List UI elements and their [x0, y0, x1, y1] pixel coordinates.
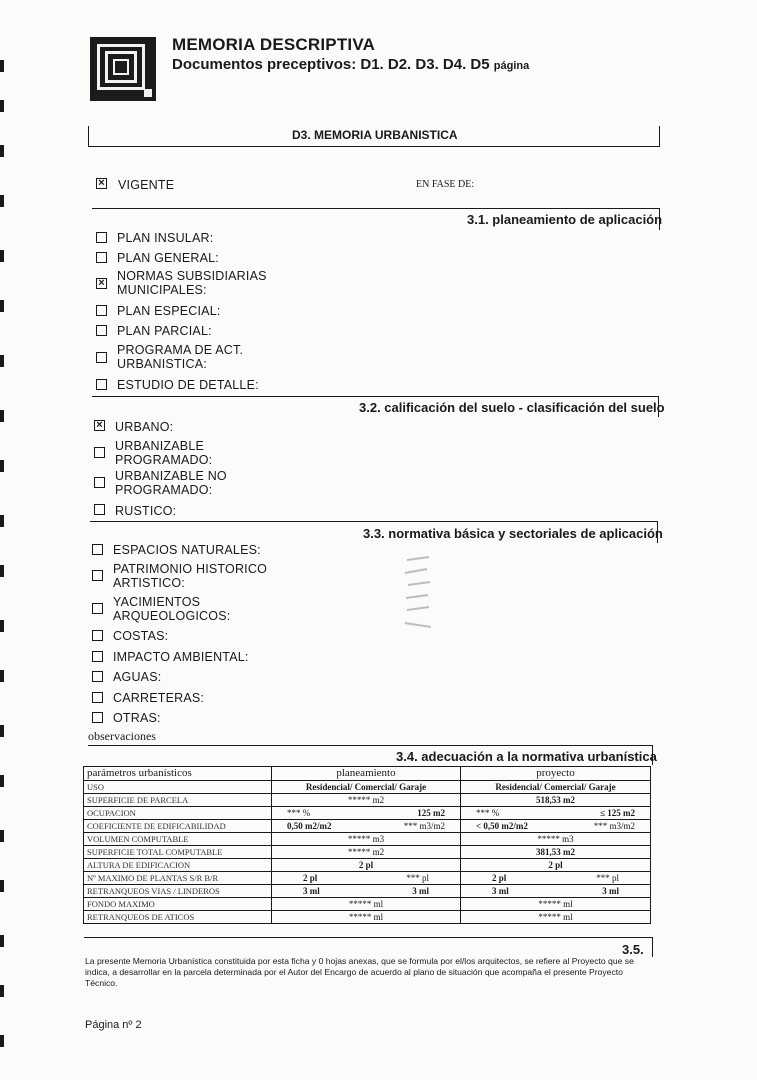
table-row: [84, 872, 651, 885]
cell-value: 0,50 m2/m2: [287, 820, 332, 831]
costas-checkbox[interactable]: [92, 630, 103, 641]
table-row: [84, 794, 651, 807]
cell-value: 2 pl: [461, 859, 651, 872]
row-label: OCUPACION: [84, 807, 272, 820]
row-label: FONDO MAXIMO: [84, 898, 272, 911]
normas-subsidiarias-label: NORMAS SUBSIDIARIAS: [117, 269, 267, 283]
section-34-title: 3.4. adecuación a la normativa urbanística: [396, 749, 657, 764]
urbanizable-programado-label: URBANIZABLE: [115, 439, 205, 453]
patrimonio-historico-checkbox[interactable]: [92, 570, 103, 581]
cell-value: ***** m2: [272, 846, 461, 859]
table-row: [84, 781, 651, 794]
cell-value: 3 ml: [303, 885, 320, 896]
cell-value: 2 pl: [303, 872, 318, 883]
table-row: [84, 898, 651, 911]
plan-parcial-label: PLAN PARCIAL:: [117, 324, 212, 338]
table-row: [84, 846, 651, 859]
impacto-ambiental-label: IMPACTO AMBIENTAL:: [113, 650, 249, 664]
normas-subsidiarias-checkbox[interactable]: ×: [96, 278, 107, 289]
vigente-label: VIGENTE: [118, 178, 175, 192]
row-label: RETRANQUEOS DE ATICOS: [84, 911, 272, 924]
plan-general-checkbox[interactable]: [96, 252, 107, 263]
cell-value: 518,53 m2: [461, 794, 651, 807]
section-d3-title: D3. MEMORIA URBANISTICA: [292, 128, 458, 142]
document-title: MEMORIA DESCRIPTIVA: [172, 35, 376, 54]
cell-value: Residencial/ Comercial/ Garaje: [272, 781, 461, 794]
cell-value: 2 pl: [272, 859, 461, 872]
yacimientos-label-2: ARQUEOLOGICOS:: [113, 609, 231, 623]
cell-value: ***** ml: [272, 898, 461, 911]
plan-general-label: PLAN GENERAL:: [117, 251, 219, 265]
patrimonio-historico-label-2: ARTISTICO:: [113, 576, 185, 590]
document-subtitle: [172, 56, 529, 73]
cell-value: 381,53 m2: [461, 846, 651, 859]
table-row: [84, 833, 651, 846]
row-label: Nº MAXIMO DE PLANTAS S/R B/R: [84, 872, 272, 885]
section-31-title: 3.1. planeamiento de aplicación: [467, 212, 663, 227]
col-proy-header: proyecto: [461, 767, 651, 781]
page-number: Página nº 2: [85, 1019, 142, 1031]
normas-subsidiarias-label-2: MUNICIPALES:: [117, 283, 207, 297]
table-row: [84, 911, 651, 924]
otras-checkbox[interactable]: [92, 712, 103, 723]
espacios-naturales-label: ESPACIOS NATURALES:: [113, 543, 261, 557]
cell-value: *** m3/m2: [403, 820, 445, 831]
plan-parcial-checkbox[interactable]: [96, 325, 107, 336]
estudio-detalle-checkbox[interactable]: [96, 379, 107, 390]
urbanizable-no-programado-label-2: PROGRAMADO:: [115, 483, 213, 497]
cell-value: 2 pl: [492, 872, 507, 883]
plan-especial-label: PLAN ESPECIAL:: [117, 304, 221, 318]
row-label: SUPERFICIE TOTAL COMPUTABLE: [84, 846, 272, 859]
programa-act-label-2: URBANISTICA:: [117, 357, 207, 371]
cell-value: Residencial/ Comercial/ Garaje: [461, 781, 651, 794]
row-label: VOLUMEN COMPUTABLE: [84, 833, 272, 846]
cell-value: < 0,50 m2/m2: [476, 820, 528, 831]
row-label: ALTURA DE EDIFICACION: [84, 859, 272, 872]
table-row: [84, 807, 651, 820]
plan-especial-checkbox[interactable]: [96, 305, 107, 316]
en-fase-label: EN FASE DE:: [416, 179, 475, 190]
plan-insular-checkbox[interactable]: [96, 232, 107, 243]
row-label: RETRANQUEOS VIAS / LINDEROS: [84, 885, 272, 898]
cell-value: ***** m3: [272, 833, 461, 846]
cell-value: *** %: [287, 807, 311, 818]
cell-value: 3 ml: [412, 885, 429, 896]
urbano-checkbox[interactable]: ×: [94, 420, 105, 431]
urbanizable-no-programado-checkbox[interactable]: [94, 477, 105, 488]
col-params-header: parámetros urbanísticos: [84, 767, 272, 781]
plan-insular-label: PLAN INSULAR:: [117, 231, 214, 245]
aguas-label: AGUAS:: [113, 670, 162, 684]
table-row: [84, 859, 651, 872]
urbanizable-no-programado-label: URBANIZABLE NO: [115, 469, 227, 483]
cell-value: *** pl: [406, 872, 429, 883]
estudio-detalle-label: ESTUDIO DE DETALLE:: [117, 378, 259, 392]
rustico-label: RUSTICO:: [115, 504, 177, 518]
programa-act-label: PROGRAMA DE ACT.: [117, 343, 244, 357]
cell-value: 3 ml: [492, 885, 509, 896]
cell-value: ***** ml: [461, 898, 651, 911]
impacto-ambiental-checkbox[interactable]: [92, 651, 103, 662]
yacimientos-label: YACIMIENTOS: [113, 595, 201, 609]
parameters-table: [83, 766, 651, 924]
cell-value: ≤ 125 m2: [600, 807, 635, 818]
table-row: [84, 885, 651, 898]
row-label: USO: [84, 781, 272, 794]
cell-value: ***** ml: [272, 911, 461, 924]
cell-value: *** m3/m2: [593, 820, 635, 831]
company-logo: [90, 37, 156, 101]
col-plan-header: planeamiento: [272, 767, 461, 781]
patrimonio-historico-label: PATRIMONIO HISTORICO: [113, 562, 268, 576]
espacios-naturales-checkbox[interactable]: [92, 544, 103, 555]
cell-value: ***** m2: [272, 794, 461, 807]
cell-value: 125 m2: [417, 807, 445, 818]
section-35-title: 3.5.: [622, 942, 644, 957]
subtitle-text: Documentos preceptivos: D1. D2. D3. D4. D5: [172, 56, 490, 73]
aguas-checkbox[interactable]: [92, 671, 103, 682]
programa-act-checkbox[interactable]: [96, 352, 107, 363]
row-label: SUPERFICIE DE PARCELA: [84, 794, 272, 807]
carreteras-label: CARRETERAS:: [113, 691, 205, 705]
cell-value: *** pl: [596, 872, 619, 883]
section-33-title: 3.3. normativa básica y sectoriales de aplicación: [363, 526, 663, 541]
urbanizable-programado-label-2: PROGRAMADO:: [115, 453, 213, 467]
vigente-checkbox[interactable]: ×: [96, 178, 107, 189]
cell-value: 3 ml: [602, 885, 619, 896]
otras-label: OTRAS:: [113, 711, 161, 725]
costas-label: COSTAS:: [113, 629, 169, 643]
cell-value: *** %: [476, 807, 500, 818]
urbanizable-programado-checkbox[interactable]: [94, 447, 105, 458]
cell-value: ***** ml: [461, 911, 651, 924]
table-row: [84, 820, 651, 833]
observaciones-label: observaciones: [88, 729, 156, 743]
cell-value: ***** m3: [461, 833, 651, 846]
section-32-title: 3.2. calificación del suelo - clasificación del suelo: [359, 400, 665, 415]
pencil-scribble: [403, 555, 433, 635]
yacimientos-checkbox[interactable]: [92, 603, 103, 614]
rustico-checkbox[interactable]: [94, 504, 105, 515]
urbano-label: URBANO:: [115, 420, 174, 434]
subtitle-suffix: página: [493, 60, 530, 72]
row-label: COEFICIENTE DE EDIFICABILIDAD: [84, 820, 272, 833]
carreteras-checkbox[interactable]: [92, 692, 103, 703]
disclaimer-text: La presente Memoria Urbanística constituida por esta ficha y 0 hojas anexas, que se formula por el/los arquitectos, se refiere al Proyecto que se indica, a desarrollar en la parcela determinada por el Autor del Encargo de acuerdo al plano de situación que acompaña el presente Proyecto Técnico.: [85, 956, 634, 988]
